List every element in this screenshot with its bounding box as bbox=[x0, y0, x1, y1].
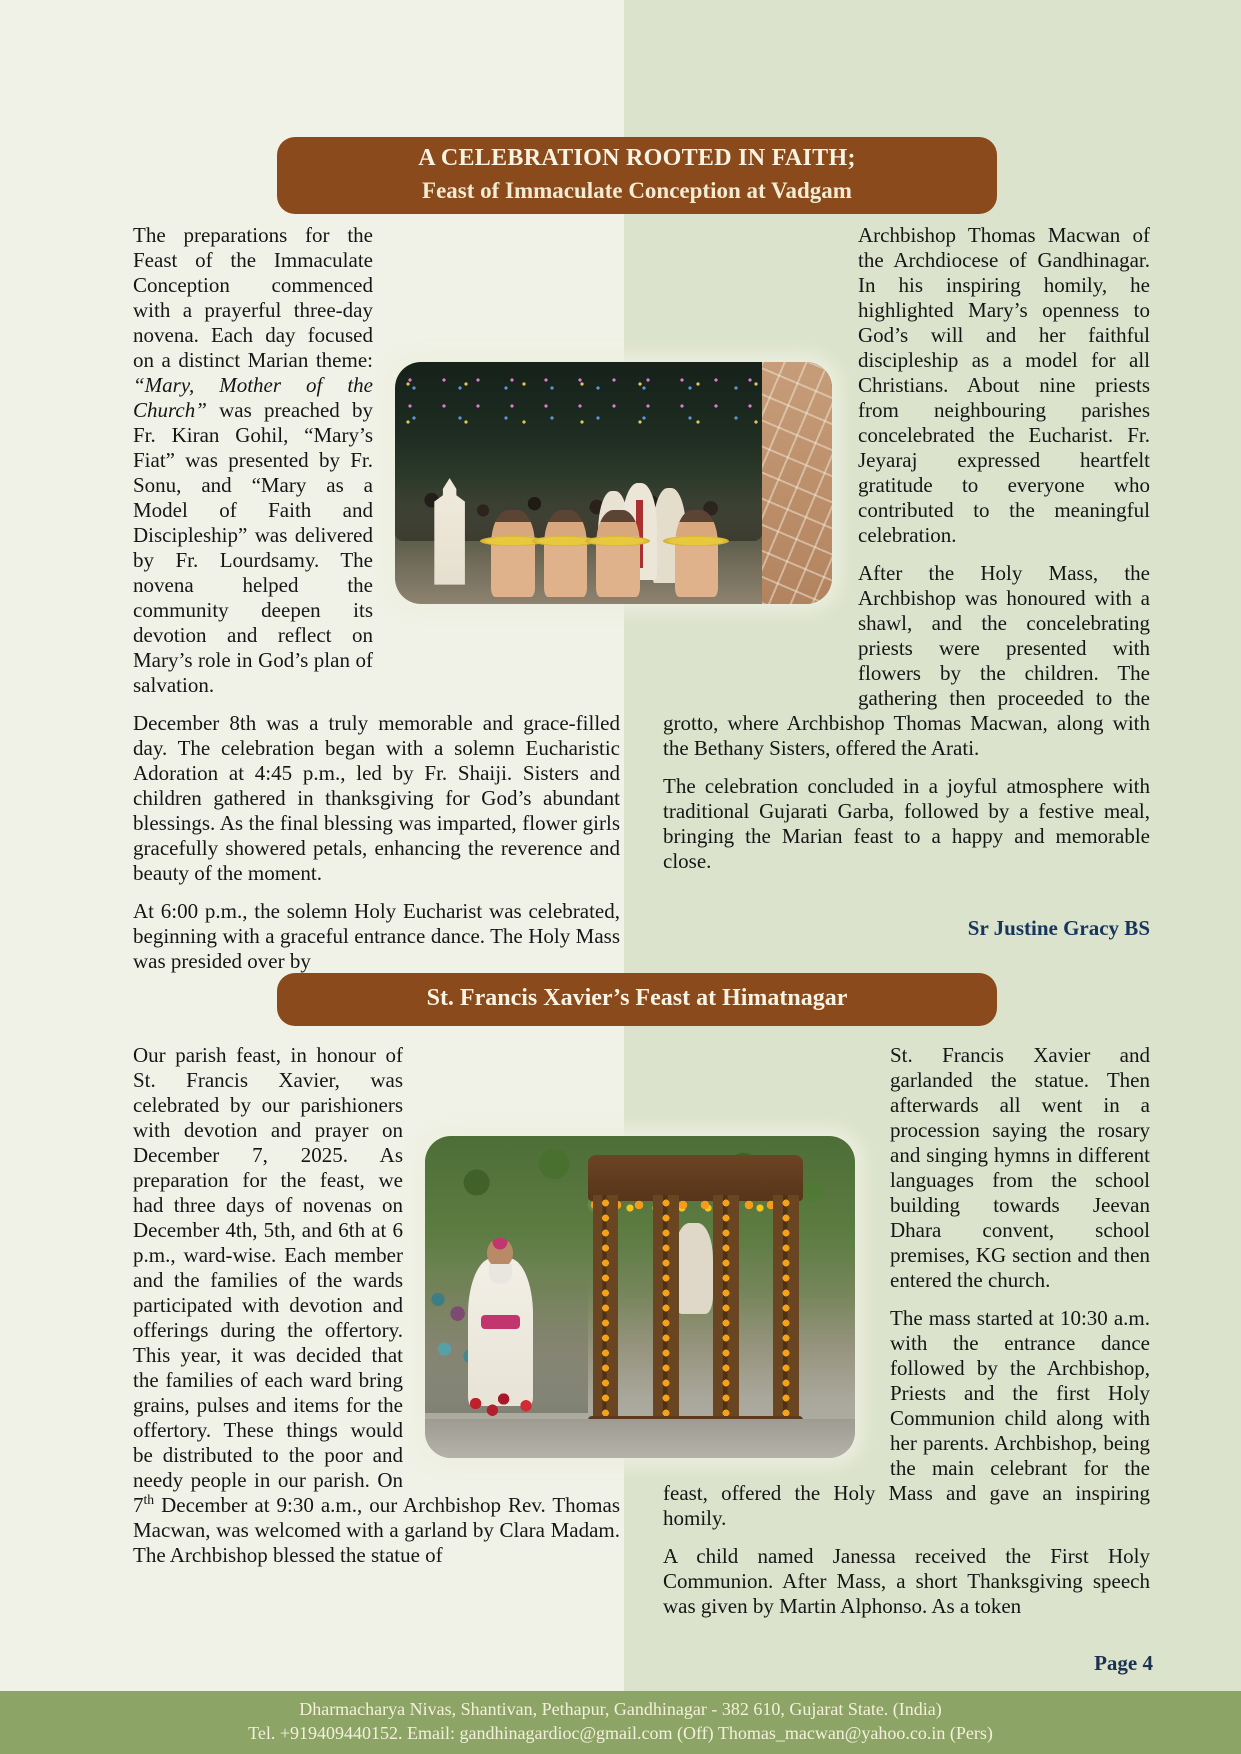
article1-left-paragraph-2: December 8th was a truly memorable and grace-filled day. The celebration began with a solemn Eucharistic Adoration at 4:45 p.m., led by Fr. Shaiji. Sisters and children gathered in thanksgiving for God’s abundant blessings. As the final blessing was imparted, flower girls gracefully showered petals, enhancing the reverence and beauty of the moment. bbox=[133, 711, 620, 885]
article2-right-paragraph-3: A child named Janessa received the First Holy Communion. After Mass, a short Thanksgiving speech was given by Martin Alphonso. As a token bbox=[663, 1544, 1150, 1618]
paragraph-text: was preached by Fr. Kiran Gohil, “Mary’s Fiat” was presented by Fr. Sonu, and “Mary as a Model of Faith and Discipleship” was delivered by Fr. Lourdsamy. The novena helped the community deepen its devotion and reflect on Mary’s role in God’s plan of salvation. bbox=[133, 398, 373, 697]
article1-right-paragraph-3: The celebration concluded in a joyful atmosphere with traditional Gujarati Garba, followed by a festive meal, bringing the Marian feast to a happy and memorable close. bbox=[663, 774, 1150, 873]
article2-right-paragraph-1: St. Francis Xavier and garlanded the statue. Then afterwards all went in a procession saying the rosary and singing hymns in different languages from the school building towards Jeevan Dhara convent, school premises, KG section and then entered the church. bbox=[890, 1043, 1150, 1292]
page-number: Page 4 bbox=[1094, 1651, 1153, 1675]
footer-bar bbox=[0, 1691, 1241, 1754]
article1-right-paragraph-2: After the Holy Mass, the Archbishop was honoured with a shawl, and the concelebrating priests were presented with flowers by the children. The gathering then proceeded to the grotto, where Archbishop Thomas Macwan, along with the Bethany Sisters, offered the Arati. bbox=[663, 561, 1150, 760]
paragraph-text: December at 9:30 a.m., our Archbishop Rev. Thomas Macwan, was welcomed with a garland by Clara Madam. The Archbishop blessed the statue of bbox=[133, 1493, 620, 1567]
article2-title-banner bbox=[277, 973, 997, 1026]
article1-right-column bbox=[663, 223, 1150, 887]
article1-author-signature: Sr Justine Gracy BS bbox=[967, 916, 1150, 940]
article2-left-paragraph-1 bbox=[133, 1043, 620, 1568]
paragraph-text: The preparations for the Feast of the Immaculate Conception commenced with a prayerful three-day novena. Each day focused on a distinct Marian theme: bbox=[133, 223, 373, 372]
article1-right-paragraph-1: Archbishop Thomas Macwan of the Archdiocese of Gandhinagar. In his inspiring homily, he highlighted Mary’s openness to God’s will and her faithful discipleship as a model for all Christians. About nine priests from neighbouring parishes concelebrated the Eucharist. Fr. Jeyaraj expressed heartfelt gratitude to everyone who contributed to the meaningful celebration. bbox=[858, 223, 1150, 547]
article2-title: St. Francis Xavier’s Feast at Himatnagar bbox=[426, 985, 848, 1011]
article1-left-paragraph-3: At 6:00 p.m., the solemn Holy Eucharist was celebrated, beginning with a graceful entrance dance. The Holy Mass was presided over by bbox=[133, 899, 620, 973]
paragraph-text: Our parish feast, in honour of St. Francis Xavier, was celebrated by our parishioners with devotion and prayer on December 7, 2025. As preparation for the feast, we had three days of novenas on December 4th, 5th, and 6th at 6 p.m., ward-wise. Each member and the families of the wards participated with devotion and offerings during the offertory. This year, it was decided that the families of each ward bring grains, pulses and items for the offertory. These things would be distributed to the poor and needy people in our parish. On 7 bbox=[133, 1043, 403, 1517]
article1-title-banner bbox=[277, 137, 997, 214]
italic-quote: “Mary, Mother of the Church” bbox=[133, 373, 373, 422]
article1-left-paragraph-1 bbox=[133, 223, 620, 698]
article1-subtitle: Feast of Immaculate Conception at Vadgam bbox=[422, 178, 852, 203]
article2-right-column bbox=[663, 1043, 1150, 1632]
footer-contact-line: Tel. +919409440152. Email: gandhinagardioc@gmail.com (Off) Thomas_macwan@yahoo.co.in (Pers) bbox=[248, 1723, 993, 1743]
article2-left-column bbox=[133, 1043, 620, 1581]
article1-left-column bbox=[133, 223, 620, 987]
footer-address-line: Dharmacharya Nivas, Shantivan, Pethapur, Gandhinagar - 382 610, Gujarat State. (India) bbox=[299, 1699, 942, 1719]
article1-title: A CELEBRATION ROOTED IN FAITH; bbox=[418, 145, 856, 171]
ordinal-superscript: th bbox=[143, 1492, 155, 1507]
article2-right-paragraph-2: The mass started at 10:30 a.m. with the entrance dance followed by the Archbishop, Priests and the first Holy Communion child along with her parents. Archbishop, being the main celebrant for the feast, offered the Holy Mass and gave an inspiring homily. bbox=[663, 1306, 1150, 1530]
